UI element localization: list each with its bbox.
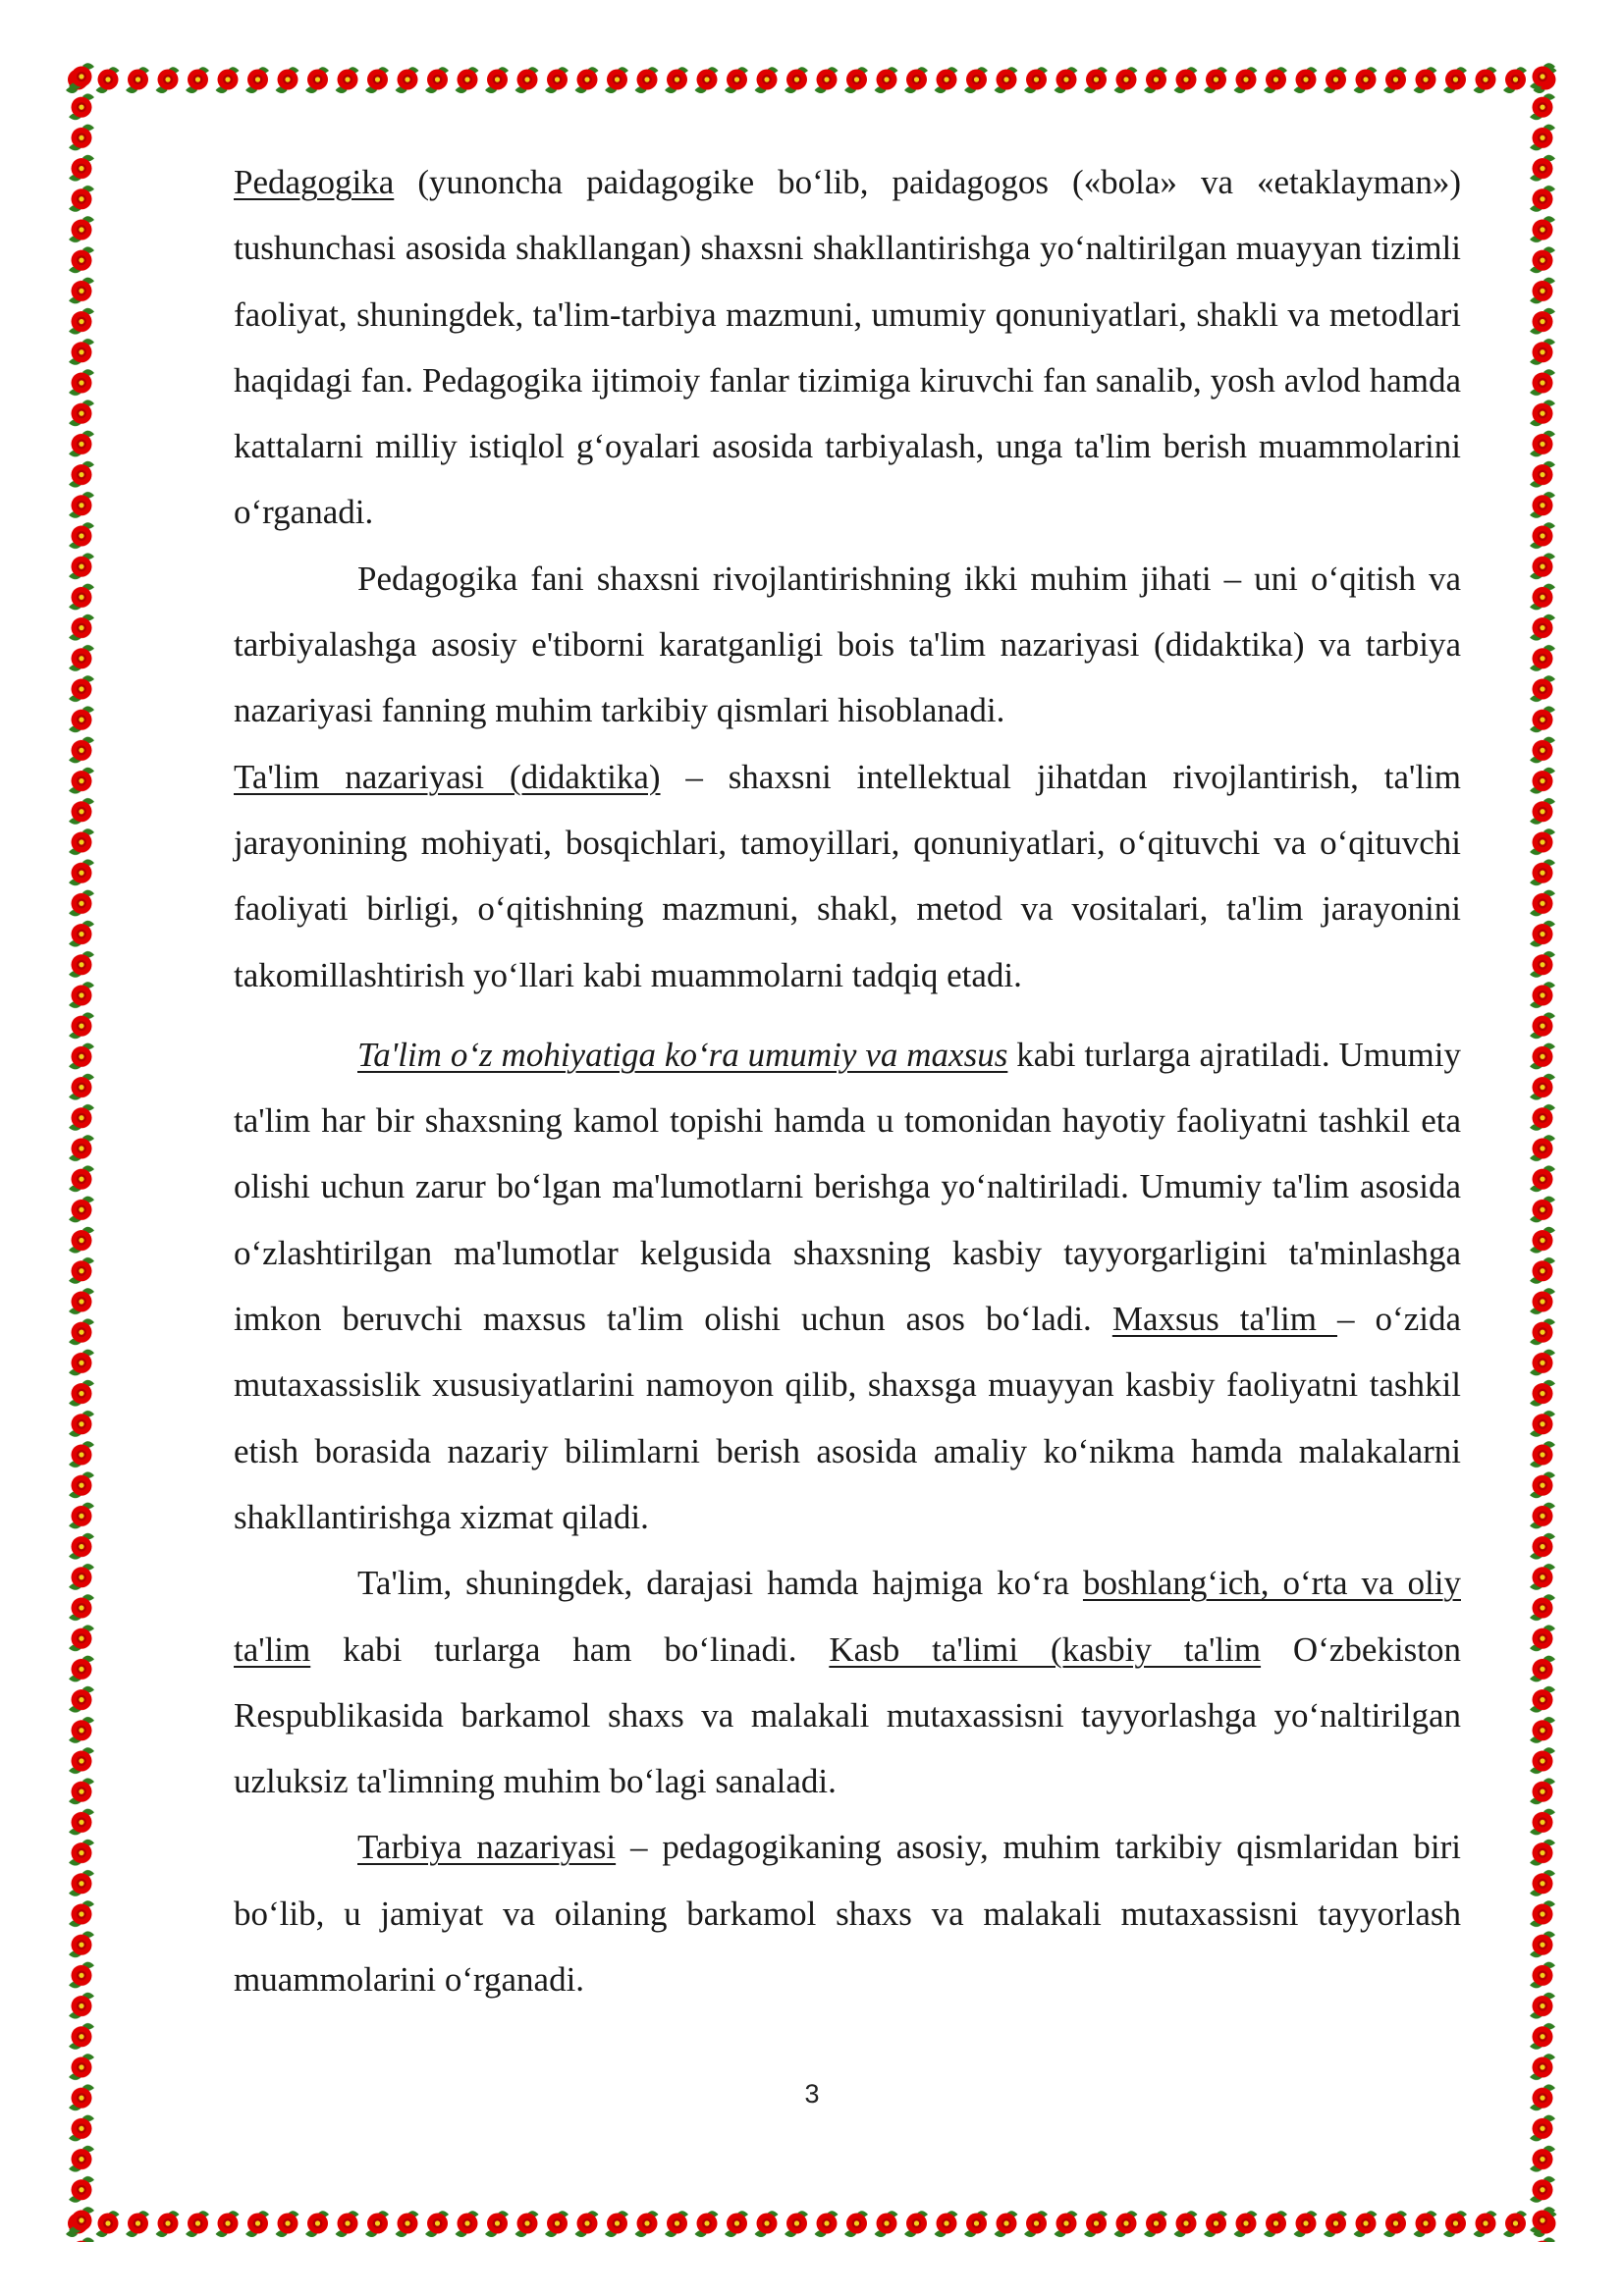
text-run: (yunoncha paidagogike bo‘lib, paidagogos («bola» va «etaklayman») tushunchasi asosida shakllangan) shaxsni shakllantirishga yo‘naltirilgan muayyan tizimli faoliyat, shuningdek, ta'lim-tarbiya mazmuni, umumiy qonuniyatlari, shakli va metodlari haqidagi fan. Pedagogika ijtimoiy fanlar tizimiga kiruvchi fan sanalib, yosh avlod hamda kattalarni milliy istiqlol g‘oyalari asosida tarbiyalash, unga ta'lim berish muammolarini o‘rganadi.	[234, 163, 1461, 532]
emphasized-term: Ta'lim nazariyasi (didaktika)	[234, 757, 661, 796]
paragraph-pedagogika	[234, 149, 1461, 546]
text-run: O‘zbekiston Respublikasida barkamol shaxs va malakali mutaxassisni tayyorlashga yo‘naltirilgan uzluksiz ta'limning muhim bo‘lagi sanaladi.	[234, 1629, 1461, 1801]
text-run: Pedagogika fani shaxsni rivojlantirishning ikki muhim jihati – uni o‘qitish va tarbiyalashga asosiy e'tiborni karatganligi bois ta'lim nazariyasi (didaktika) va tarbiya nazariyasi fanning muhim tarkibiy qismlari hisoblanadi.	[234, 559, 1461, 730]
flower-border-top-icon	[63, 61, 1561, 98]
paragraph-talim-darajasi	[234, 1550, 1461, 1814]
text-run: Ta'lim, shuningdek, darajasi hamda hajmiga ko‘ra	[357, 1564, 1083, 1603]
emphasized-term: Ta'lim o‘z mohiyatiga ko‘ra umumiy va maxsus	[357, 1035, 1008, 1074]
flower-border-top	[63, 61, 1561, 98]
emphasized-term: Maxsus ta'lim	[1111, 1300, 1338, 1339]
text-run: – pedagogikaning asosiy, muhim tarkibiy qismlaridan biri bo‘lib, u jamiyat va oilaning barkamol shaxs va malakali mutaxassisni tayyorlash muammolarini o‘rganadi.	[234, 1828, 1461, 2000]
flower-border-bottom-icon	[63, 2205, 1561, 2242]
flower-border-bottom	[63, 2205, 1561, 2242]
paragraph-talim-turlari	[234, 1022, 1461, 1550]
document-body	[234, 149, 1461, 2012]
flower-border-left	[63, 61, 100, 2242]
paragraph-pedagogika-fani	[234, 546, 1461, 744]
text-run: – o‘zida mutaxassislik xususiyatlarini namoyon qilib, shaxsga muayyan kasbiy faoliyatni tashkil etish borasida nazariy bilimlarni berish asosida amaliy ko‘nikma hamda malakalarni shakllantirishga xizmat qiladi.	[234, 1300, 1461, 1536]
flower-border-left-icon	[63, 61, 100, 2242]
text-run: kabi turlarga ajratiladi. Umumiy ta'lim har bir shaxsning kamol topishi hamda u tomonidan hayotiy faoliyatni tashkil eta olishi uchun zarur bo‘lgan ma'lumotlarni berishga yo‘naltiriladi. Umumiy ta'lim asosida o‘zlashtirilgan ma'lumotlar kelgusida shaxsning kasbiy tayyorgarligini ta'minlashga imkon beruvchi maxsus ta'lim olishi uchun asos bo‘ladi.	[234, 1035, 1461, 1339]
flower-border-right	[1524, 61, 1561, 2242]
paragraph-tarbiya-nazariyasi	[234, 1814, 1461, 2012]
text-run: kabi turlarga ham bo‘linadi.	[310, 1629, 830, 1669]
flower-border-right-icon	[1524, 61, 1561, 2242]
emphasized-term: Pedagogika	[234, 163, 395, 201]
page-number: 3	[804, 2079, 820, 2109]
text-run: – shaxsni intellektual jihatdan rivojlantirish, ta'lim jarayonining mohiyati, bosqichlari, tamoyillari, qonuniyatlari, o‘qituvchi va o‘qituvchi faoliyati birligi, o‘qitishning mazmuni, shakl, metod va vositalari, ta'lim jarayonini takomillashtirish yo‘llari kabi muammolarni tadqiq etadi.	[234, 757, 1461, 994]
emphasized-term: boshlang‘ich, o‘rta va oliy ta'lim	[234, 1564, 1461, 1669]
paragraph-talim-nazariyasi	[234, 744, 1461, 1008]
emphasized-term: Tarbiya nazariyasi	[357, 1828, 617, 1867]
emphasized-term: Kasb ta'limi (kasbiy ta'lim	[829, 1629, 1262, 1669]
